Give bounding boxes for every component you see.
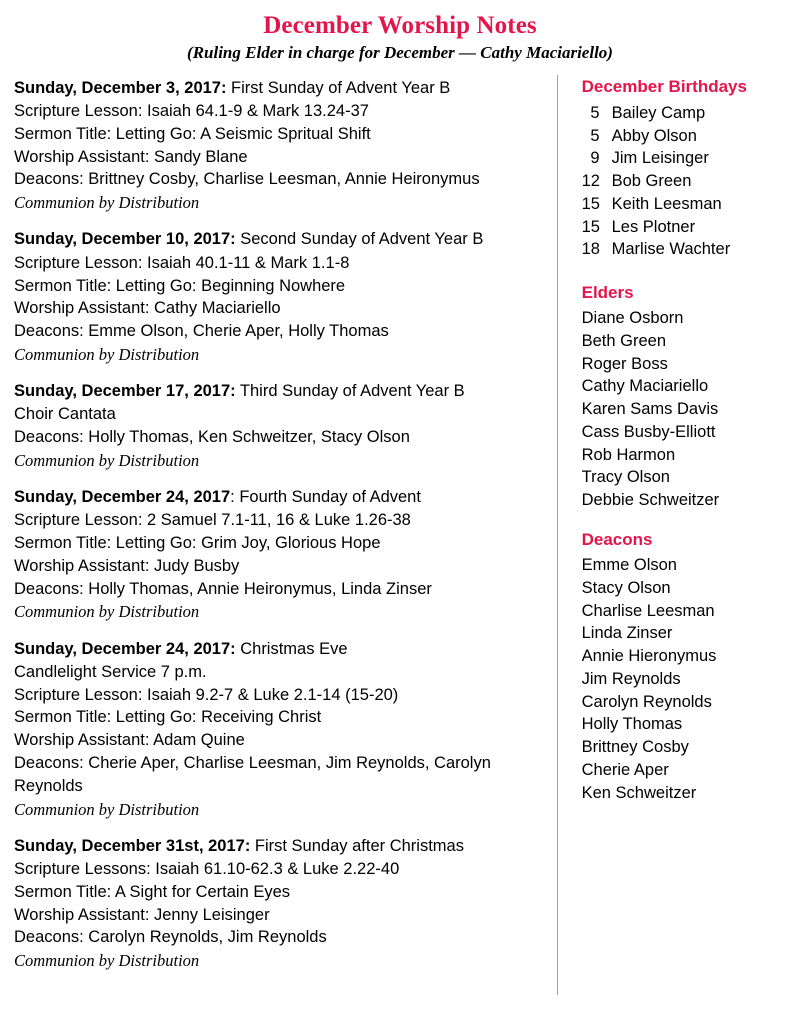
birthdays-block (582, 77, 786, 261)
birthday-row (582, 216, 786, 239)
service-detail-line: Scripture Lesson: 2 Samuel 7.1-11, 16 & Luke 1.26-38 (14, 511, 411, 530)
service-description: First Sunday of Advent Year B (226, 78, 451, 97)
elder-name: Cathy Maciariello (581, 377, 709, 396)
services-column (14, 77, 557, 986)
birthday-name: Abby Olson (611, 126, 697, 145)
birthday-name: Bailey Camp (611, 103, 706, 122)
service-detail-line: Worship Assistant: Cathy Maciariello (14, 299, 281, 318)
birthdays-list (582, 102, 786, 261)
communion-note: Communion by Distribution (14, 450, 200, 470)
service-entry (14, 228, 547, 366)
elder-name: Cass Busby-Elliott (581, 422, 716, 441)
service-detail-line: Sermon Title: Letting Go: Grim Joy, Glorious Hope (14, 534, 381, 553)
service-detail-line: Deacons: Holly Thomas, Annie Heironymus, Linda Zinser (14, 579, 432, 598)
service-detail-line: Deacons: Carolyn Reynolds, Jim Reynolds (14, 928, 327, 947)
service-detail-line: Deacons: Emme Olson, Cherie Aper, Holly Thomas (14, 322, 389, 341)
page-subtitle: (Ruling Elder in charge for December — Cathy Maciariello) (187, 42, 613, 62)
elder-name: Beth Green (581, 331, 666, 350)
elder-name: Diane Osborn (581, 309, 684, 328)
deacons-heading: Deacons (581, 530, 653, 549)
deacon-name: Jim Reynolds (581, 669, 681, 688)
birthday-day: 18 (581, 240, 600, 259)
deacon-name: Emme Olson (581, 556, 677, 574)
service-detail-line: Deacons: Holly Thomas, Ken Schweitzer, Stacy Olson (14, 428, 410, 447)
service-headline (14, 486, 547, 509)
deacons-list (582, 554, 786, 804)
service-date: Sunday, December 17, 2017: (14, 381, 236, 400)
service-entry (14, 77, 547, 215)
birthday-name: Bob Green (611, 172, 692, 191)
deacon-name: Linda Zinser (581, 624, 673, 643)
birthday-row (582, 147, 786, 170)
service-headline (14, 228, 547, 251)
service-headline (14, 835, 547, 858)
service-headline (14, 638, 547, 661)
communion-note: Communion by Distribution (14, 951, 200, 971)
service-date: Sunday, December 24, 2017 (14, 487, 231, 506)
birthday-row (582, 193, 786, 216)
service-description: Christmas Eve (235, 639, 348, 658)
service-detail-line: Worship Assistant: Sandy Blane (14, 147, 248, 166)
deacons-block (582, 530, 786, 804)
service-date: Sunday, December 31st, 2017: (14, 836, 251, 855)
service-description: Second Sunday of Advent Year B (235, 230, 484, 249)
elder-name: Karen Sams Davis (581, 400, 719, 419)
service-detail-line: Deacons: Cherie Aper, Charlise Leesman, Jim Reynolds, Carolyn Reynolds (14, 754, 491, 795)
service-detail-line: Sermon Title: A Sight for Certain Eyes (14, 882, 291, 901)
deacon-name: Brittney Cosby (581, 738, 689, 757)
birthday-row (582, 238, 786, 261)
birthday-row (582, 102, 786, 125)
birthday-name: Jim Leisinger (611, 149, 709, 168)
birthdays-heading: December Birthdays (581, 76, 747, 96)
service-detail-line: Scripture Lessons: Isaiah 61.10-62.3 & Luke 2.22-40 (14, 860, 400, 879)
elders-heading: Elders (581, 283, 634, 303)
elder-name: Tracy Olson (581, 468, 670, 487)
service-description: : Fourth Sunday of Advent (230, 487, 421, 506)
birthday-day: 9 (590, 149, 600, 168)
deacon-name: Annie Hieronymus (581, 647, 717, 666)
service-detail-line: Sermon Title: Letting Go: A Seismic Spritual Shift (14, 124, 371, 143)
service-date: Sunday, December 10, 2017: (14, 230, 236, 249)
communion-note: Communion by Distribution (14, 193, 200, 213)
birthday-day: 5 (590, 103, 600, 122)
page-title: December Worship Notes (263, 12, 537, 39)
service-detail-line: Sermon Title: Letting Go: Receiving Christ (14, 708, 322, 727)
service-description: First Sunday after Christmas (250, 836, 464, 855)
deacon-name: Ken Schweitzer (581, 783, 697, 802)
service-entry (14, 835, 547, 973)
service-entry (14, 638, 547, 821)
birthday-day: 12 (581, 172, 600, 191)
birthday-name: Les Plotner (611, 217, 696, 236)
communion-note: Communion by Distribution (14, 344, 200, 364)
communion-note: Communion by Distribution (14, 799, 200, 819)
birthday-name: Keith Leesman (611, 194, 722, 213)
communion-note: Communion by Distribution (14, 602, 200, 622)
service-entry (14, 380, 547, 472)
service-detail-line: Sermon Title: Letting Go: Beginning Nowhere (14, 276, 346, 295)
deacon-name: Charlise Leesman (581, 601, 715, 620)
service-detail-line: Scripture Lesson: Isaiah 40.1-11 & Mark 1.1-8 (14, 253, 350, 272)
elder-name: Debbie Schweitzer (581, 491, 720, 510)
deacon-name: Holly Thomas (581, 715, 683, 734)
elder-name: Roger Boss (581, 354, 668, 373)
deacon-name: Cherie Aper (581, 760, 669, 779)
service-detail-line: Scripture Lesson: Isaiah 9.2-7 & Luke 2.1-14 (15-20) (14, 685, 399, 704)
service-detail-line: Choir Cantata (14, 405, 116, 424)
service-date: Sunday, December 3, 2017: (14, 78, 227, 97)
birthday-row (582, 170, 786, 193)
service-detail-line: Worship Assistant: Judy Busby (14, 556, 240, 575)
service-detail-line: Scripture Lesson: Isaiah 64.1-9 & Mark 13.24-37 (14, 102, 369, 121)
service-entry (14, 486, 547, 624)
content-columns (14, 77, 786, 995)
deacon-name: Stacy Olson (581, 578, 671, 597)
birthday-day: 15 (581, 217, 600, 236)
elders-list (582, 307, 786, 512)
service-detail-line: Worship Assistant: Jenny Leisinger (14, 905, 270, 924)
sidebar-column (558, 77, 786, 823)
service-detail-line: Candlelight Service 7 p.m. (14, 662, 207, 681)
service-detail-line: Worship Assistant: Adam Quine (14, 731, 245, 750)
service-date: Sunday, December 24, 2017: (14, 639, 236, 658)
service-detail-line: Deacons: Brittney Cosby, Charlise Leesman, Annie Heironymus (14, 170, 480, 189)
elder-name: Rob Harmon (581, 445, 676, 464)
birthday-row (582, 125, 786, 148)
elders-block (582, 283, 786, 512)
birthday-day: 15 (581, 194, 600, 213)
service-description: Third Sunday of Advent Year B (235, 381, 465, 400)
birthday-day: 5 (590, 126, 600, 145)
service-headline (14, 77, 547, 100)
birthday-name: Marlise Wachter (611, 240, 731, 259)
service-headline (14, 380, 547, 403)
deacon-name: Carolyn Reynolds (581, 692, 712, 711)
